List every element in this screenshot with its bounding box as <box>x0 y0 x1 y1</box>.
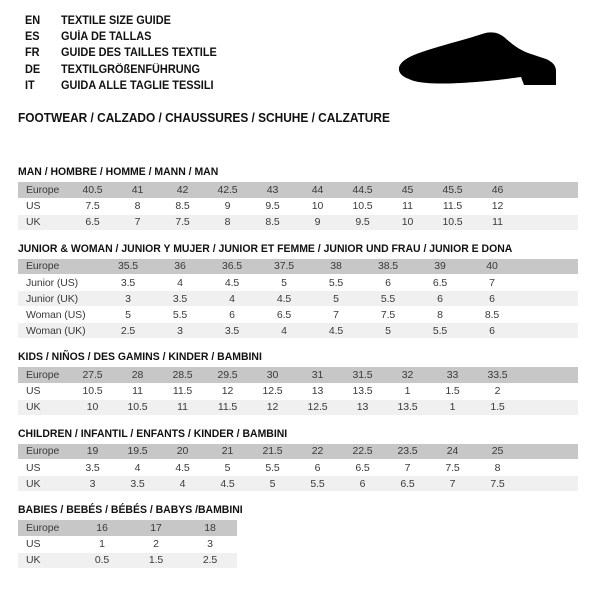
size-value-cell: 3.5 <box>102 275 154 291</box>
language-label: GUIDA ALLE TAGLIE TESSILI <box>61 79 214 92</box>
row-label-cell: UK <box>18 399 70 415</box>
size-value-cell: 4 <box>115 460 160 476</box>
size-value-cell: 30 <box>250 367 295 383</box>
size-value-cell: 40.5 <box>70 182 115 198</box>
size-value-cell: 37.5 <box>258 259 310 275</box>
spacer-cell <box>520 367 578 383</box>
language-line-en <box>25 13 600 29</box>
size-value-cell: 4.5 <box>258 291 310 307</box>
size-value-cell: 3.5 <box>115 476 160 492</box>
size-value-cell: 10 <box>295 198 340 214</box>
table-row <box>18 291 578 307</box>
language-code: EN <box>25 15 41 27</box>
size-value-cell: 18 <box>183 520 237 536</box>
spacer-cell <box>520 444 578 460</box>
shoe-icon <box>397 31 575 95</box>
size-value-cell: 36.5 <box>206 259 258 275</box>
size-value-cell: 7 <box>115 214 160 230</box>
size-value-cell: 2.5 <box>102 323 154 339</box>
row-label-cell: Europe <box>18 520 75 536</box>
size-value-cell: 35.5 <box>102 259 154 275</box>
size-value-cell: 3 <box>154 323 206 339</box>
size-table-children <box>18 444 578 493</box>
size-value-cell: 2 <box>475 383 520 399</box>
table-title: JUNIOR & WOMAN / JUNIOR Y MUJER / JUNIOR ET FEMME / JUNIOR UND FRAU / JUNIOR E DONA <box>18 242 513 255</box>
size-value-cell: 2 <box>129 536 183 552</box>
size-value-cell: 11.5 <box>205 399 250 415</box>
table-row <box>18 182 578 198</box>
size-value-cell: 1.5 <box>430 383 475 399</box>
size-value-cell: 11.5 <box>430 198 475 214</box>
size-value-cell: 5.5 <box>250 460 295 476</box>
size-value-cell: 29.5 <box>205 367 250 383</box>
spacer-cell <box>518 307 578 323</box>
size-value-cell: 3 <box>70 476 115 492</box>
size-value-cell: 7 <box>310 307 362 323</box>
size-value-cell: 13 <box>295 383 340 399</box>
size-value-cell: 5.5 <box>310 275 362 291</box>
table-row <box>18 275 578 291</box>
size-value-cell: 45.5 <box>430 182 475 198</box>
size-value-cell: 41 <box>115 182 160 198</box>
size-value-cell: 28.5 <box>160 367 205 383</box>
table-row <box>18 307 578 323</box>
size-value-cell: 11 <box>475 214 520 230</box>
size-value-cell: 24 <box>430 444 475 460</box>
size-value-cell: 46 <box>475 182 520 198</box>
spacer-cell <box>520 214 578 230</box>
size-value-cell: 7.5 <box>430 460 475 476</box>
size-value-cell: 9.5 <box>340 214 385 230</box>
size-value-cell: 3 <box>102 291 154 307</box>
size-value-cell: 7.5 <box>362 307 414 323</box>
size-value-cell: 7.5 <box>475 476 520 492</box>
size-value-cell: 21 <box>205 444 250 460</box>
size-table-section-children <box>18 428 600 493</box>
spacer-cell <box>518 259 578 275</box>
size-value-cell: 4.5 <box>205 476 250 492</box>
table-row <box>18 367 578 383</box>
size-value-cell: 7.5 <box>70 198 115 214</box>
size-value-cell: 6 <box>466 291 518 307</box>
row-label-cell: UK <box>18 476 70 492</box>
size-value-cell: 6.5 <box>258 307 310 323</box>
size-value-cell: 10 <box>385 214 430 230</box>
language-label: TEXTILE SIZE GUIDE <box>61 15 171 27</box>
size-value-cell: 6.5 <box>70 214 115 230</box>
spacer-cell <box>520 383 578 399</box>
size-value-cell: 39 <box>414 259 466 275</box>
size-value-cell: 10.5 <box>430 214 475 230</box>
size-value-cell: 13.5 <box>340 383 385 399</box>
size-table-man <box>18 182 578 231</box>
size-value-cell: 8.5 <box>466 307 518 323</box>
table-title: CHILDREN / INFANTIL / ENFANTS / KINDER / BAMBINI <box>18 427 288 440</box>
row-label-cell: Junior (UK) <box>18 291 102 307</box>
size-value-cell: 42 <box>160 182 205 198</box>
size-value-cell: 11 <box>160 399 205 415</box>
size-value-cell: 8 <box>205 214 250 230</box>
size-value-cell: 33 <box>430 367 475 383</box>
size-value-cell: 43 <box>250 182 295 198</box>
size-value-cell: 13.5 <box>385 399 430 415</box>
size-value-cell: 19.5 <box>115 444 160 460</box>
size-table-section-man <box>18 166 600 231</box>
size-value-cell: 10.5 <box>340 198 385 214</box>
size-value-cell: 4 <box>206 291 258 307</box>
table-row <box>18 476 578 492</box>
table-title: BABIES / BEBÉS / BÉBÉS / BABYS /BAMBINI <box>18 504 243 517</box>
spacer-cell <box>520 476 578 492</box>
size-value-cell: 6 <box>340 476 385 492</box>
language-code: DE <box>25 63 41 76</box>
size-value-cell: 38.5 <box>362 259 414 275</box>
size-value-cell: 38 <box>310 259 362 275</box>
size-table-section-babies <box>18 504 600 569</box>
language-label: GUIDE DES TAILLES TEXTILE <box>61 47 217 60</box>
size-value-cell: 9 <box>295 214 340 230</box>
size-value-cell: 4.5 <box>206 275 258 291</box>
row-label-cell: US <box>18 383 70 399</box>
size-value-cell: 19 <box>70 444 115 460</box>
size-value-cell: 10.5 <box>115 399 160 415</box>
size-value-cell: 17 <box>129 520 183 536</box>
size-value-cell: 7 <box>466 275 518 291</box>
size-value-cell: 12 <box>250 399 295 415</box>
size-table-kids <box>18 367 578 416</box>
size-table-section-junior-woman <box>18 243 600 340</box>
size-value-cell: 11 <box>115 383 160 399</box>
size-value-cell: 12 <box>475 198 520 214</box>
size-value-cell: 4 <box>160 476 205 492</box>
size-value-cell: 6 <box>206 307 258 323</box>
table-row <box>18 444 578 460</box>
size-value-cell: 16 <box>75 520 129 536</box>
table-row <box>18 536 237 552</box>
size-value-cell: 3.5 <box>206 323 258 339</box>
size-value-cell: 22.5 <box>340 444 385 460</box>
size-value-cell: 25 <box>475 444 520 460</box>
size-value-cell: 8 <box>115 198 160 214</box>
size-value-cell: 5.5 <box>414 323 466 339</box>
size-value-cell: 9 <box>205 198 250 214</box>
row-label-cell: Woman (US) <box>18 307 102 323</box>
size-value-cell: 2.5 <box>183 552 237 568</box>
size-value-cell: 5 <box>258 275 310 291</box>
size-value-cell: 5.5 <box>154 307 206 323</box>
size-value-cell: 36 <box>154 259 206 275</box>
size-table-section-kids <box>18 351 600 416</box>
size-value-cell: 7 <box>430 476 475 492</box>
size-value-cell: 33.5 <box>475 367 520 383</box>
size-value-cell: 11.5 <box>160 383 205 399</box>
size-value-cell: 6.5 <box>385 476 430 492</box>
row-label-cell: UK <box>18 214 70 230</box>
size-value-cell: 4.5 <box>310 323 362 339</box>
size-value-cell: 42.5 <box>205 182 250 198</box>
spacer-cell <box>520 182 578 198</box>
size-value-cell: 6.5 <box>340 460 385 476</box>
language-code: ES <box>25 31 40 44</box>
table-row <box>18 214 578 230</box>
size-value-cell: 6 <box>414 291 466 307</box>
size-value-cell: 5 <box>205 460 250 476</box>
size-value-cell: 7 <box>385 460 430 476</box>
size-value-cell: 4.5 <box>160 460 205 476</box>
size-value-cell: 3 <box>183 536 237 552</box>
size-value-cell: 0.5 <box>75 552 129 568</box>
table-row <box>18 259 578 275</box>
table-row <box>18 323 578 339</box>
size-value-cell: 21.5 <box>250 444 295 460</box>
table-row <box>18 383 578 399</box>
size-value-cell: 8.5 <box>250 214 295 230</box>
size-value-cell: 13 <box>340 399 385 415</box>
size-table-junior-woman <box>18 259 578 340</box>
row-label-cell: Europe <box>18 182 70 198</box>
table-row <box>18 460 578 476</box>
size-value-cell: 1.5 <box>129 552 183 568</box>
row-label-cell: Europe <box>18 367 70 383</box>
size-value-cell: 5.5 <box>295 476 340 492</box>
size-value-cell: 5 <box>310 291 362 307</box>
language-code: IT <box>25 79 35 92</box>
size-value-cell: 45 <box>385 182 430 198</box>
spacer-cell <box>518 323 578 339</box>
table-row <box>18 198 578 214</box>
size-value-cell: 1 <box>75 536 129 552</box>
size-value-cell: 1 <box>385 383 430 399</box>
size-value-cell: 1.5 <box>475 399 520 415</box>
size-value-cell: 31.5 <box>340 367 385 383</box>
size-value-cell: 12.5 <box>295 399 340 415</box>
size-value-cell: 44.5 <box>340 182 385 198</box>
size-value-cell: 6 <box>362 275 414 291</box>
size-value-cell: 10 <box>70 399 115 415</box>
size-value-cell: 40 <box>466 259 518 275</box>
spacer-cell <box>518 291 578 307</box>
size-table-babies <box>18 520 237 569</box>
size-value-cell: 20 <box>160 444 205 460</box>
size-value-cell: 31 <box>295 367 340 383</box>
size-value-cell: 6.5 <box>414 275 466 291</box>
size-value-cell: 44 <box>295 182 340 198</box>
size-value-cell: 6 <box>295 460 340 476</box>
size-value-cell: 12 <box>205 383 250 399</box>
table-title: KIDS / NIÑOS / DES GAMINS / KINDER / BAMBINI <box>18 351 262 364</box>
table-row <box>18 399 578 415</box>
size-value-cell: 5 <box>362 323 414 339</box>
size-value-cell: 4 <box>258 323 310 339</box>
row-label-cell: Europe <box>18 444 70 460</box>
size-value-cell: 10.5 <box>70 383 115 399</box>
table-title: MAN / HOMBRE / HOMME / MANN / MAN <box>18 166 219 179</box>
language-code: FR <box>25 47 40 60</box>
row-label-cell: Woman (UK) <box>18 323 102 339</box>
size-value-cell: 5 <box>250 476 295 492</box>
row-label-cell: US <box>18 460 70 476</box>
size-value-cell: 12.5 <box>250 383 295 399</box>
size-value-cell: 22 <box>295 444 340 460</box>
size-value-cell: 7.5 <box>160 214 205 230</box>
size-value-cell: 11 <box>385 198 430 214</box>
size-value-cell: 9.5 <box>250 198 295 214</box>
size-value-cell: 1 <box>430 399 475 415</box>
row-label-cell: Junior (US) <box>18 275 102 291</box>
row-label-cell: US <box>18 536 75 552</box>
size-value-cell: 6 <box>466 323 518 339</box>
spacer-cell <box>520 399 578 415</box>
spacer-cell <box>520 198 578 214</box>
row-label-cell: Europe <box>18 259 102 275</box>
size-value-cell: 8 <box>414 307 466 323</box>
size-value-cell: 3.5 <box>154 291 206 307</box>
size-value-cell: 5 <box>102 307 154 323</box>
language-label: GUÍA DE TALLAS <box>61 31 152 44</box>
footwear-title: FOOTWEAR / CALZADO / CHAUSSURES / SCHUHE / CALZATURE <box>18 111 390 126</box>
size-value-cell: 3.5 <box>70 460 115 476</box>
size-value-cell: 8.5 <box>160 198 205 214</box>
size-value-cell: 27.5 <box>70 367 115 383</box>
size-value-cell: 32 <box>385 367 430 383</box>
table-row <box>18 552 237 568</box>
language-label: TEXTILGRÖßENFÜHRUNG <box>61 63 200 76</box>
table-row <box>18 520 237 536</box>
size-value-cell: 4 <box>154 275 206 291</box>
size-value-cell: 28 <box>115 367 160 383</box>
size-value-cell: 8 <box>475 460 520 476</box>
row-label-cell: US <box>18 198 70 214</box>
size-value-cell: 5.5 <box>362 291 414 307</box>
row-label-cell: UK <box>18 552 75 568</box>
size-value-cell: 23.5 <box>385 444 430 460</box>
spacer-cell <box>520 460 578 476</box>
spacer-cell <box>518 275 578 291</box>
